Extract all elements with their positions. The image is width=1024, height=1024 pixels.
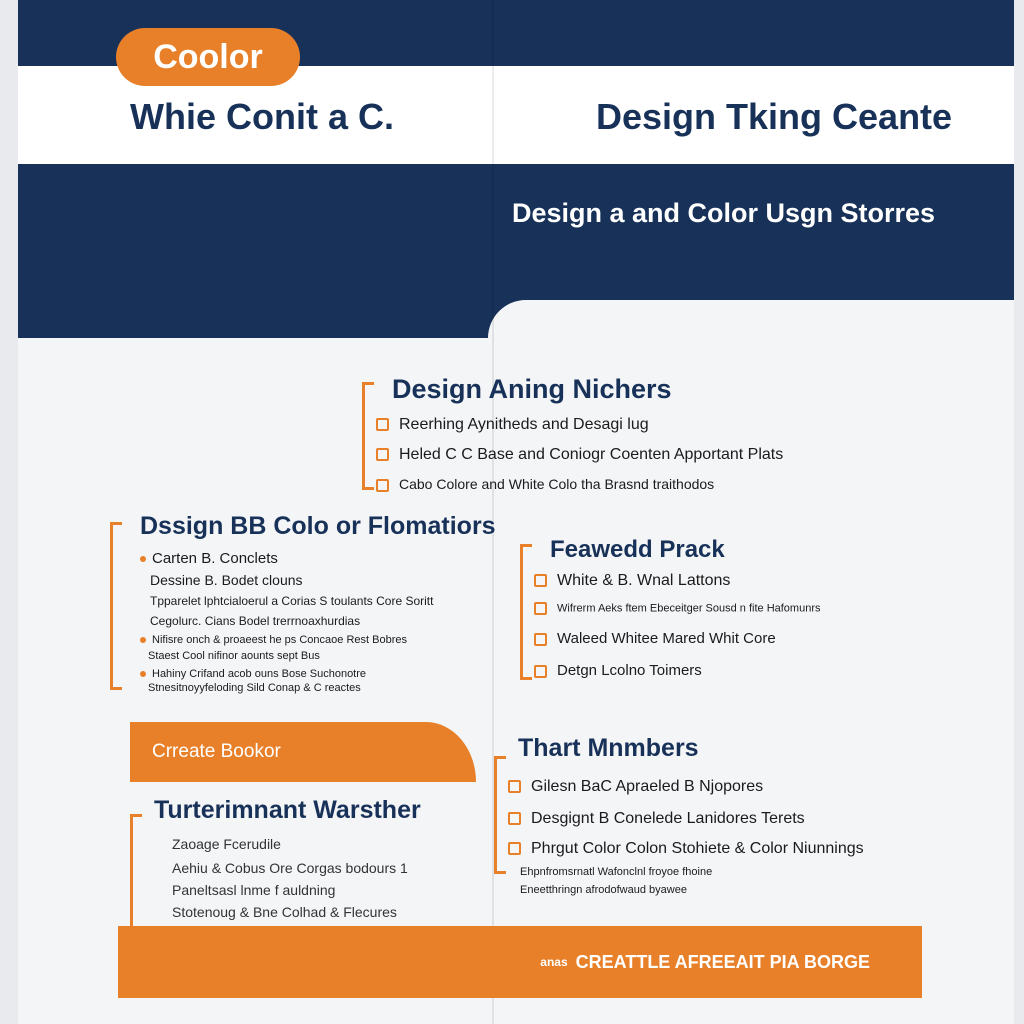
bullet-icon [534, 574, 547, 587]
band-curve [488, 300, 1014, 338]
header-badge: Coolor [116, 28, 300, 86]
list-item: Heled C C Base and Coniogr Coenten Apportant Plats [376, 446, 783, 464]
list-item: Aehiu & Cobus Ore Corgas bodours 1 [172, 860, 408, 876]
list-item: Paneltsasl lnme f auldning [172, 882, 336, 898]
section-title: Design Aning Nichers [392, 374, 672, 404]
bullet-icon [376, 448, 389, 461]
section-right [520, 536, 910, 686]
list-item: Desgignt B Conelede Lanidores Terets [508, 810, 805, 828]
poster-page [18, 0, 1014, 1024]
bullet-icon [534, 602, 547, 615]
list-item: Stnesitnoyyfeloding Sild Conap & C reactes [148, 682, 361, 694]
list-item: Eneetthringn afrodofwaud byawee [520, 884, 687, 896]
list-item: Cabo Colore and White Colo tha Brasnd traithodos [376, 476, 714, 492]
header-right-title: Design Tking Ceante [596, 96, 953, 137]
section-bracket [130, 814, 133, 944]
list-item: Zaoage Fcerudile [172, 836, 281, 852]
list-item: Wifrerm Aeks ftem Ebeceitger Sousd n fite Hafomunrs [534, 602, 821, 615]
bullet-icon [508, 812, 521, 825]
bullet-icon [376, 418, 389, 431]
bullet-icon [140, 637, 146, 643]
list-item: White & B. Wnal Lattons [534, 572, 730, 590]
list-item: Phrgut Color Colon Stohiete & Color Niunnings [508, 840, 864, 858]
section-title: Feawedd Prack [550, 536, 725, 563]
page-subtitle: Design a and Color Usgn Storres [512, 198, 936, 228]
list-item: Ehpnfromsrnatl Wafonclnl froyoe fhoine [520, 866, 713, 878]
list-item: Hahiny Crifand acob ouns Bose Suchonotre [140, 668, 366, 680]
bullet-icon [534, 633, 547, 646]
section-bracket [362, 382, 365, 490]
list-item: Nifisre onch & proaeest he ps Concaoe Rest Bobres [140, 634, 407, 646]
list-item: Carten B. Conclets [140, 550, 278, 567]
section-left [110, 512, 496, 698]
bullet-icon [508, 842, 521, 855]
section-bracket [110, 522, 113, 690]
list-item: Waleed Whitee Mared Whit Core [534, 630, 776, 647]
section-title: Turterimnant Warsther [154, 796, 421, 824]
list-item: Gilesn BaC Apraeled B Njopores [508, 778, 763, 796]
bullet-icon [140, 671, 146, 677]
list-item: Cegolurc. Cians Bodel trerrnoaxhurdias [150, 614, 361, 628]
create-book-tab[interactable]: Crreate Bookor [130, 722, 476, 782]
section-bottom-right [494, 734, 914, 896]
bullet-icon [534, 665, 547, 678]
bullet-icon [508, 780, 521, 793]
section-top [362, 374, 832, 496]
section-title: Dssign BB Colo or Flomatiors [140, 512, 496, 540]
footer-prefix: anas [540, 955, 568, 969]
list-item: Tpparelet lphtcialoerul a Corias S toulants Core Soritt [150, 594, 434, 608]
list-item: Stotenoug & Bne Colhad & Flecures [172, 904, 397, 920]
section-bracket [520, 544, 523, 680]
list-item: Staest Cool nifinor aounts sept Bus [148, 650, 320, 662]
footer-cta-label: CREATTLE AFREEAIT PIA BORGE [575, 951, 870, 972]
header-left-title: Whie Conit a C. [130, 96, 394, 137]
list-item: Detgn Lcolno Toimers [534, 662, 702, 679]
bullet-icon [140, 556, 146, 562]
section-bracket [494, 756, 497, 874]
list-item: Dessine B. Bodet clouns [150, 572, 303, 588]
section-title: Thart Mnmbers [518, 734, 699, 762]
list-item: Reerhing Aynitheds and Desagi lug [376, 416, 649, 434]
bullet-icon [376, 479, 389, 492]
footer-cta-band[interactable] [118, 926, 922, 998]
